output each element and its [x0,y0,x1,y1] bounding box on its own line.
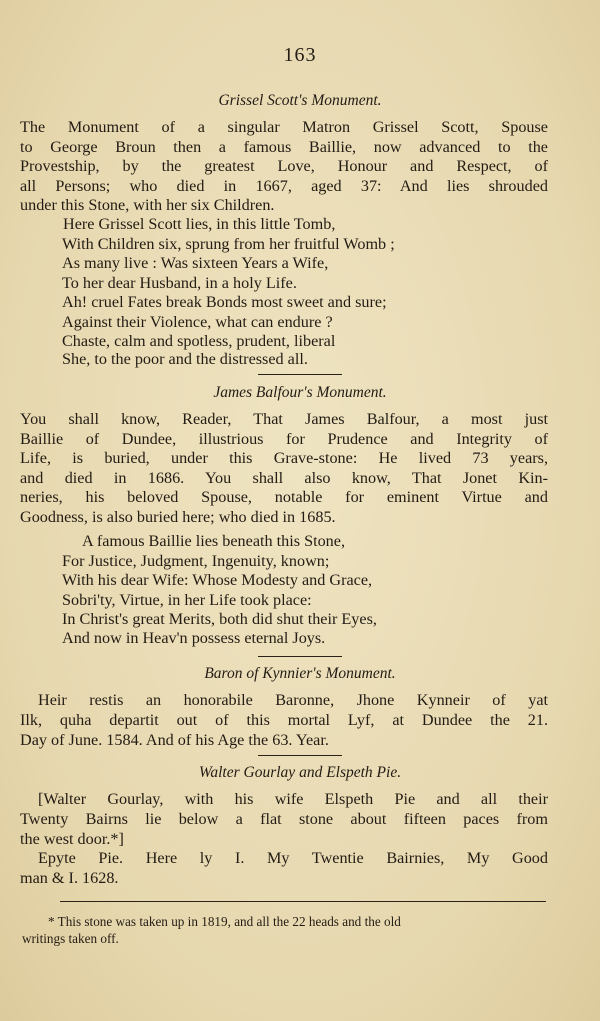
section-title-walter-gourlay: Walter Gourlay and Elspeth Pie. [198,764,402,781]
verse-line: A famous Baillie lies beneath this Stone, [82,532,346,550]
verse-line: Ah! cruel Fates break Bonds most sweet and sure; [62,293,387,311]
section-divider [258,374,342,375]
section-title-james-balfour: James Balfour's Monument. [213,384,387,401]
verse-line: Chaste, calm and spotless, prudent, liberal [62,332,336,350]
footnote-line: writings taken off. [22,931,119,946]
verse-line: In Christ's great Merits, both did shut their Eyes, [62,610,377,628]
verse-line: Against their Violence, what can endure ? [62,313,333,331]
section-divider [258,656,342,657]
prose-line: under this Stone, with her six Children. [20,196,275,214]
prose-line: and died in 1686. You shall also know, That Jonet Kin- [20,469,548,487]
prose-line: Goodness, is also buried here; who died in 1685. [20,508,336,526]
prose-line: all Persons; who died in 1667, aged 37: And lies shrouded [20,177,548,195]
prose-line: neries, his beloved Spouse, notable for eminent Virtue and [20,488,548,506]
footnote-divider [60,901,546,902]
prose-line: Baillie of Dundee, illustrious for Prudence and Integrity of [20,430,548,448]
prose-line: You shall know, Reader, That James Balfour, a most just [20,410,548,428]
verse-line: Sobri'ty, Virtue, in her Life took place: [62,591,312,609]
prose-line: Day of June. 1584. And of his Age the 63. Year. [20,731,329,749]
verse-line: Here Grissel Scott lies, in this little Tomb, [63,215,336,233]
verse-line: With his dear Wife: Whose Modesty and Grace, [62,571,373,589]
prose-line: The Monument of a singular Matron Grissel Scott, Spouse [20,118,548,136]
prose-line: Provestship, by the greatest Love, Honour and Respect, of [20,157,548,175]
verse-line: She, to the poor and the distressed all. [62,350,308,368]
prose-line: the west door.*] [20,830,124,848]
verse-line: To her dear Husband, in a holy Life. [62,274,297,292]
verse-line: With Children six, sprung from her fruitful Womb ; [62,235,395,253]
prose-line: Twenty Bairns lie below a flat stone about fifteen paces from [20,810,548,828]
verse-line: As many live : Was sixteen Years a Wife, [62,254,329,272]
page-number: 163 [283,44,317,66]
footnote-line: * This stone was taken up in 1819, and all the 22 heads and the old [48,914,401,929]
verse-line: For Justice, Judgment, Ingenuity, known; [62,552,330,570]
prose-line: Epyte Pie. Here ly I. My Twentie Bairnies, My Good [38,849,548,867]
section-title-grissel-scott: Grissel Scott's Monument. [218,92,382,109]
section-divider [258,755,342,756]
section-title-baron-of-kynnier: Baron of Kynnier's Monument. [204,665,396,682]
prose-line: Heir restis an honorabile Baronne, Jhone Kynneir of yat [38,691,548,709]
prose-line: [Walter Gourlay, with his wife Elspeth Pie and all their [38,790,548,808]
prose-line: Life, is buried, under this Grave-stone: He lived 73 years, [20,449,548,467]
verse-line: And now in Heav'n possess eternal Joys. [62,629,326,647]
prose-line: Ilk, quha departit out of this mortal Lyf, at Dundee the 21. [20,711,548,729]
prose-line: man & I. 1628. [20,869,119,887]
prose-line: to George Broun then a famous Baillie, now advanced to the [20,138,548,156]
